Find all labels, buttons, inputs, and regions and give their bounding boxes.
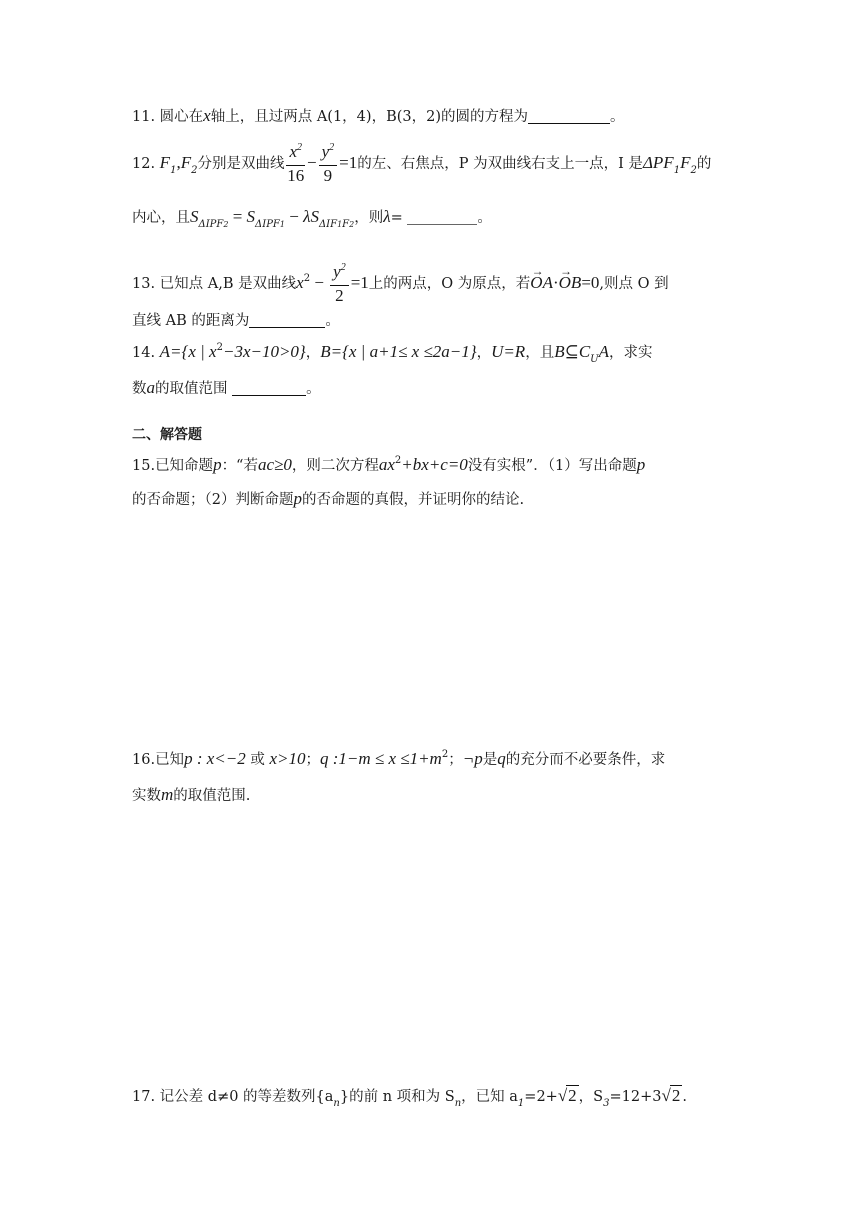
q12-eq1: =1 xyxy=(339,153,358,172)
q14-answer-blank xyxy=(232,395,306,396)
q17-sub-n: n xyxy=(333,1098,340,1109)
q12-frac-y xyxy=(319,142,338,186)
q12-S2-subsub: 1 xyxy=(279,220,285,229)
q17-text-1: 记公差 d≠0 的等差数列{a xyxy=(159,1089,334,1105)
q14-sub-U: U xyxy=(590,354,599,365)
q15-p-3: p xyxy=(293,489,302,508)
q12-answer-blank xyxy=(407,224,477,225)
question-12-line-1: 12. $F_1,F_2$分别是双曲线 $\frac{x^2}{16}$ − $\frac{y^2}{9}$ =1的左、右焦点，P 为双曲线右支上一点，I 是$\Delta PF_1F_2$的 xyxy=(132,142,712,185)
question-17: 17. 记公差 d≠0 的等差数列$\{a_n\}$的前 n 项和为 $S_n$，已知 $a_1=2+√2$ ，$S_3=12+3√2$ . xyxy=(132,1086,687,1109)
q13-vector-OA: → OA xyxy=(530,273,553,293)
q11-text-1: 圆心在 xyxy=(159,109,204,125)
q13-end: 。 xyxy=(325,313,340,329)
q16-text-7: 的取值范围. xyxy=(173,788,251,804)
q13-frac xyxy=(330,262,349,306)
q12-S3-subsub2: 2 xyxy=(349,220,355,229)
q12-text-5: ，则 xyxy=(354,210,384,226)
q16-sup: 2 xyxy=(441,749,449,760)
question-15-line-2 xyxy=(132,489,524,510)
q17-text-3: ，已知 a xyxy=(461,1089,518,1105)
q16-text-5: 的充分而不必要条件，求 xyxy=(505,752,666,768)
q16-m: m xyxy=(161,785,174,804)
q15-text-3: ，则二次方程 xyxy=(291,458,379,474)
question-15-line-1 xyxy=(132,455,645,478)
q12-text-1: 分别是双曲线 xyxy=(197,156,285,172)
q12-frac2-den: 9 xyxy=(323,166,333,185)
q12-F2: F xyxy=(180,153,192,172)
q17-sqrt-2b: 2 xyxy=(671,1086,681,1105)
q16-not-p: ¬p xyxy=(462,749,483,768)
q17-text-2: }的前 n 项和为 S xyxy=(339,1089,455,1105)
q17-sqrt-2: 2 xyxy=(568,1086,577,1105)
q13-text-4: 直线 AB 的距离为 xyxy=(132,313,250,329)
q12-frac1-num: x xyxy=(289,142,297,161)
q12-eq-sign: = xyxy=(390,210,403,226)
q15-p-2: p xyxy=(636,455,646,474)
q11-answer-blank xyxy=(528,123,610,124)
q12-S3-sub: ΔIF xyxy=(318,219,338,230)
q15-sup: 2 xyxy=(394,455,402,466)
q13-x-sup: 2 xyxy=(303,273,311,284)
q17-text-6: =12+3 xyxy=(609,1089,662,1105)
q16-text-2: 或 xyxy=(250,752,265,768)
q12-S1-subsub: 2 xyxy=(223,220,229,229)
q13-eq0: =0 xyxy=(581,273,600,292)
q13-text-3: ,则点 O 到 xyxy=(599,276,669,292)
q13-x: x xyxy=(296,273,304,292)
question-12-line-2: 内心，且$S_{\Delta IPF2} = S_{\Delta IPF1} - \lambda S_{\Delta IF1F2}$，则λ= 。 xyxy=(132,207,492,230)
q12-number: 12. xyxy=(132,156,156,172)
q12-tri-sub2: 2 xyxy=(690,165,697,176)
q12-F1: F xyxy=(159,153,171,172)
q13-text-1: 已知点 A,B 是双曲线 xyxy=(159,276,297,292)
q11-var-x: x xyxy=(203,106,211,125)
q14-subset: B⊆C xyxy=(554,342,591,361)
q12-frac-x xyxy=(286,142,305,186)
q12-sub-2: 2 xyxy=(191,165,198,176)
q14-set-A-2: −3x−10>0} xyxy=(222,342,306,361)
q11-text-2: 轴上，且过两点 A(1，4)，B(3，2)的圆的方程为 xyxy=(210,109,528,125)
q16-x10: x>10 xyxy=(269,749,306,768)
q12-S3-subsub1: 1 xyxy=(337,220,343,229)
q15-eq: ax xyxy=(378,455,395,474)
q12-frac1-sup: 2 xyxy=(297,142,302,153)
q13-frac-sup: 2 xyxy=(340,262,346,273)
q14-set-B: B={x | a+1≤ x ≤2a−1} xyxy=(320,342,477,361)
q12-frac1-den: 16 xyxy=(287,166,305,185)
q14-a: a xyxy=(146,378,155,397)
q15-text-2: ：“若 xyxy=(221,458,258,474)
q17-text-4: =2+ xyxy=(524,1089,558,1105)
question-16-line-1 xyxy=(132,749,665,772)
question-11 xyxy=(132,106,624,127)
q12-frac2-num: y xyxy=(321,142,330,161)
q12-frac2-sup: 2 xyxy=(329,142,335,153)
q14-A: A xyxy=(598,342,609,361)
q12-S3: S xyxy=(310,207,319,226)
q14-text-3: 数 xyxy=(132,381,147,397)
q12-lambda: λ xyxy=(303,207,311,226)
q14-text-1: ，且 xyxy=(525,345,555,361)
q13-frac-den: 2 xyxy=(335,286,344,305)
q15-text-1: 已知命题 xyxy=(155,458,214,474)
q15-p: p xyxy=(213,455,222,474)
q14-set-A: A={x | x xyxy=(159,342,217,361)
q15-number: 15. xyxy=(132,458,156,474)
q12-S1-sub: ΔIPF xyxy=(198,219,224,230)
q12-text-2: 的左、右焦点，P 为双曲线右支上一点，I 是 xyxy=(357,156,643,172)
q12-sub-1: 1 xyxy=(170,165,177,176)
q17-number: 17. xyxy=(132,1089,156,1105)
section-heading: 二、解答题 xyxy=(132,427,202,443)
q16-number: 16. xyxy=(132,752,156,768)
q12-tri-sub1: 1 xyxy=(673,165,681,176)
q15-eq2: +bx+c=0 xyxy=(401,455,468,474)
q16-qv: q xyxy=(497,749,506,768)
q17-text-5: ，S xyxy=(578,1089,604,1105)
q12-S2: S xyxy=(246,207,256,226)
q16-q: q :1−m ≤ x ≤1+m xyxy=(319,749,442,768)
q13-vector-OB: → OB xyxy=(559,273,582,293)
q14-end: 。 xyxy=(306,381,321,397)
q14-number: 14. xyxy=(132,345,156,361)
q13-answer-blank xyxy=(249,327,325,328)
question-16-line-2 xyxy=(132,785,250,806)
q15-ac: ac≥0 xyxy=(257,455,292,474)
q17-sub-3: 3 xyxy=(603,1098,610,1109)
q13-frac-num: y xyxy=(333,262,341,281)
q16-text-3: ； xyxy=(448,752,463,768)
q16-text-4: 是 xyxy=(482,752,498,768)
q12-text-3: 的 xyxy=(696,156,712,172)
q12-text-4: 内心，且 xyxy=(132,210,190,226)
q15-text-6: 的否命题的真假，并证明你的结论. xyxy=(301,492,525,508)
q16-text-1: 已知 xyxy=(155,752,185,768)
q17-sub-1: 1 xyxy=(517,1098,525,1109)
q14-text-2: ，求实 xyxy=(609,345,653,361)
q13-text-2: 上的两点，O 为原点，若 xyxy=(368,276,531,292)
q16-text-6: 实数 xyxy=(132,788,161,804)
q14-universe: U=R xyxy=(491,342,526,361)
q14-sup: 2 xyxy=(216,342,223,353)
q12-S3-F: F xyxy=(342,219,350,230)
q15-text-5: 的否命题；（2）判断命题 xyxy=(132,492,294,508)
q16-p: p : x<−2 xyxy=(184,749,246,768)
q17-sub-n2: n xyxy=(454,1098,462,1109)
q11-end: 。 xyxy=(609,109,625,125)
q16-semi: ； xyxy=(305,752,320,768)
q12-lambda-2: λ xyxy=(383,207,391,226)
question-13-line-2 xyxy=(132,311,340,331)
q12-S1: S xyxy=(190,207,199,226)
q12-end: 。 xyxy=(477,210,492,226)
q15-text-4: 没有实根”．（1）写出命题 xyxy=(467,458,637,474)
question-14-line-1: 14. A={x | $x^2-3x-10>0$}，B={x | a+1≤ x ≤2a−1}，U=R，且$B⊆C_UA$，求实 xyxy=(132,342,653,365)
q13-eq: =1 xyxy=(350,273,369,292)
q12-comma: , xyxy=(176,153,181,172)
question-13-line-1: 13. 已知点 A,B 是双曲线$x^2$ − $\frac{y^2}{2}$ =1上的两点，O 为原点，若→ OA·→ OB=0,则点 O 到 xyxy=(132,262,669,306)
q12-triangle: ΔPF xyxy=(642,153,674,172)
q12-S2-sub: ΔIPF xyxy=(255,219,280,230)
q17-text-7: . xyxy=(682,1089,687,1105)
q14-text-4: 的取值范围 xyxy=(155,381,228,397)
q13-number: 13. xyxy=(132,276,156,292)
q11-number: 11. xyxy=(132,109,156,125)
question-14-line-2 xyxy=(132,378,321,399)
